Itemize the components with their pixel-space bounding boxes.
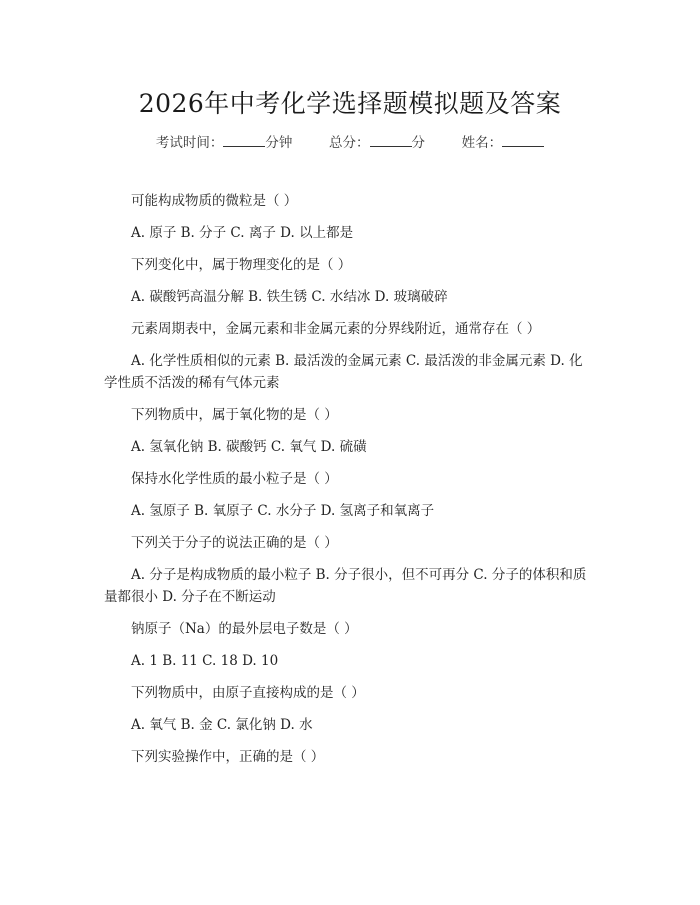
question-5: 保持水化学性质的最小粒子是（ ） bbox=[131, 471, 338, 487]
exam-time-field bbox=[156, 131, 293, 151]
question-8: 下列物质中，由原子直接构成的是（ ） bbox=[131, 685, 365, 701]
question-2-options: A. 碳酸钙高温分解 B. 铁生锈 C. 水结冰 D. 玻璃破碎 bbox=[131, 289, 448, 305]
question-8-options: A. 氧气 B. 金 C. 氯化钠 D. 水 bbox=[131, 717, 313, 733]
exam-meta bbox=[0, 131, 700, 151]
exam-time-blank bbox=[223, 134, 265, 147]
question-3: 元素周期表中，金属元素和非金属元素的分界线附近，通常存在（ ） bbox=[131, 321, 541, 337]
total-score-blank bbox=[370, 134, 412, 147]
question-3-options: A. 化学性质相似的元素 B. 最活泼的金属元素 C. 最活泼的非金属元素 D. 化学性质不活泼的稀有气体元素 bbox=[104, 353, 583, 391]
question-1-options: A. 原子 B. 分子 C. 离子 D. 以上都是 bbox=[131, 225, 354, 241]
question-6: 下列关于分子的说法正确的是（ ） bbox=[131, 535, 338, 551]
name-label: 姓名： bbox=[461, 135, 503, 151]
question-6-options: A. 分子是构成物质的最小粒子 B. 分子很小，但不可再分 C. 分子的体积和质量都很小 D. 分子在不断运动 bbox=[104, 567, 587, 605]
question-1: 可能构成物质的微粒是（ ） bbox=[131, 193, 298, 209]
question-2: 下列变化中，属于物理变化的是（ ） bbox=[131, 257, 352, 273]
total-score-field bbox=[329, 131, 425, 151]
question-7-options: A. 1 B. 11 C. 18 D. 10 bbox=[131, 653, 279, 669]
exam-time-label: 考试时间： bbox=[155, 135, 224, 151]
name-blank bbox=[502, 134, 544, 147]
question-4: 下列物质中，属于氧化物的是（ ） bbox=[131, 407, 338, 423]
question-list bbox=[104, 190, 594, 778]
total-score-unit: 分 bbox=[411, 135, 425, 151]
page-title: 2026年中考化学选择题模拟题及答案 bbox=[138, 89, 562, 118]
total-score-label: 总分： bbox=[329, 135, 370, 151]
question-4-options: A. 氢氧化钠 B. 碳酸钙 C. 氧气 D. 硫磺 bbox=[131, 439, 367, 455]
question-7: 钠原子（Na）的最外层电子数是（ ） bbox=[131, 621, 358, 637]
exam-time-unit: 分钟 bbox=[265, 135, 293, 151]
question-9: 下列实验操作中，正确的是（ ） bbox=[131, 749, 325, 765]
name-field bbox=[462, 131, 545, 151]
question-5-options: A. 氢原子 B. 氧原子 C. 水分子 D. 氢离子和氧离子 bbox=[131, 503, 435, 519]
